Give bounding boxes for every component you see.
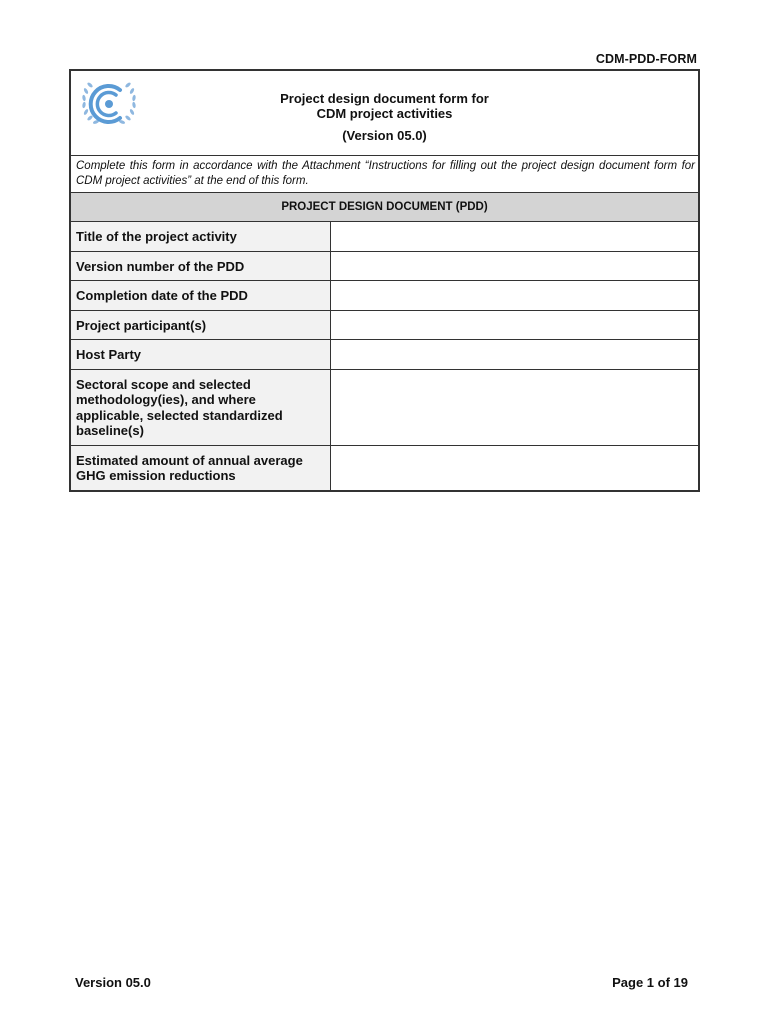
form-header (71, 71, 698, 156)
table-row (71, 310, 698, 340)
table-row (71, 340, 698, 370)
form-version: (Version 05.0) (342, 128, 427, 143)
table-row (71, 222, 698, 251)
field-value[interactable] (330, 251, 698, 281)
pdd-fields-table (71, 222, 698, 490)
unfccc-emblem-icon (79, 77, 139, 129)
field-value[interactable] (330, 445, 698, 490)
title-line-1: Project design document form for (280, 91, 489, 106)
field-label: Title of the project activity (71, 222, 330, 251)
page-number: Page 1 of 19 (612, 975, 688, 990)
field-label: Host Party (71, 340, 330, 370)
field-label: Version number of the PDD (71, 251, 330, 281)
field-label: Sectoral scope and selected methodology(ies), and where applicable, selected standardized baseline(s) (71, 369, 330, 445)
title-line-2: CDM project activities (316, 106, 453, 121)
field-label: Project participant(s) (71, 310, 330, 340)
table-row (71, 251, 698, 281)
table-row (71, 369, 698, 445)
field-label: Completion date of the PDD (71, 281, 330, 311)
field-value[interactable] (330, 222, 698, 251)
instruction-text: Complete this form in accordance with the Attachment “Instructions for filling out the project design document form for CDM project activities” at the end of this form. (71, 156, 698, 193)
field-value[interactable] (330, 340, 698, 370)
field-value[interactable] (330, 310, 698, 340)
field-label: Estimated amount of annual average GHG emission reductions (71, 445, 330, 490)
section-header: PROJECT DESIGN DOCUMENT (PDD) (71, 193, 698, 222)
field-value[interactable] (330, 281, 698, 311)
form-code: CDM-PDD-FORM (595, 52, 697, 66)
footer-version: Version 05.0 (75, 975, 151, 990)
table-row (71, 281, 698, 311)
pdd-form (69, 69, 700, 492)
form-title (71, 71, 698, 143)
field-value[interactable] (330, 369, 698, 445)
table-row (71, 445, 698, 490)
